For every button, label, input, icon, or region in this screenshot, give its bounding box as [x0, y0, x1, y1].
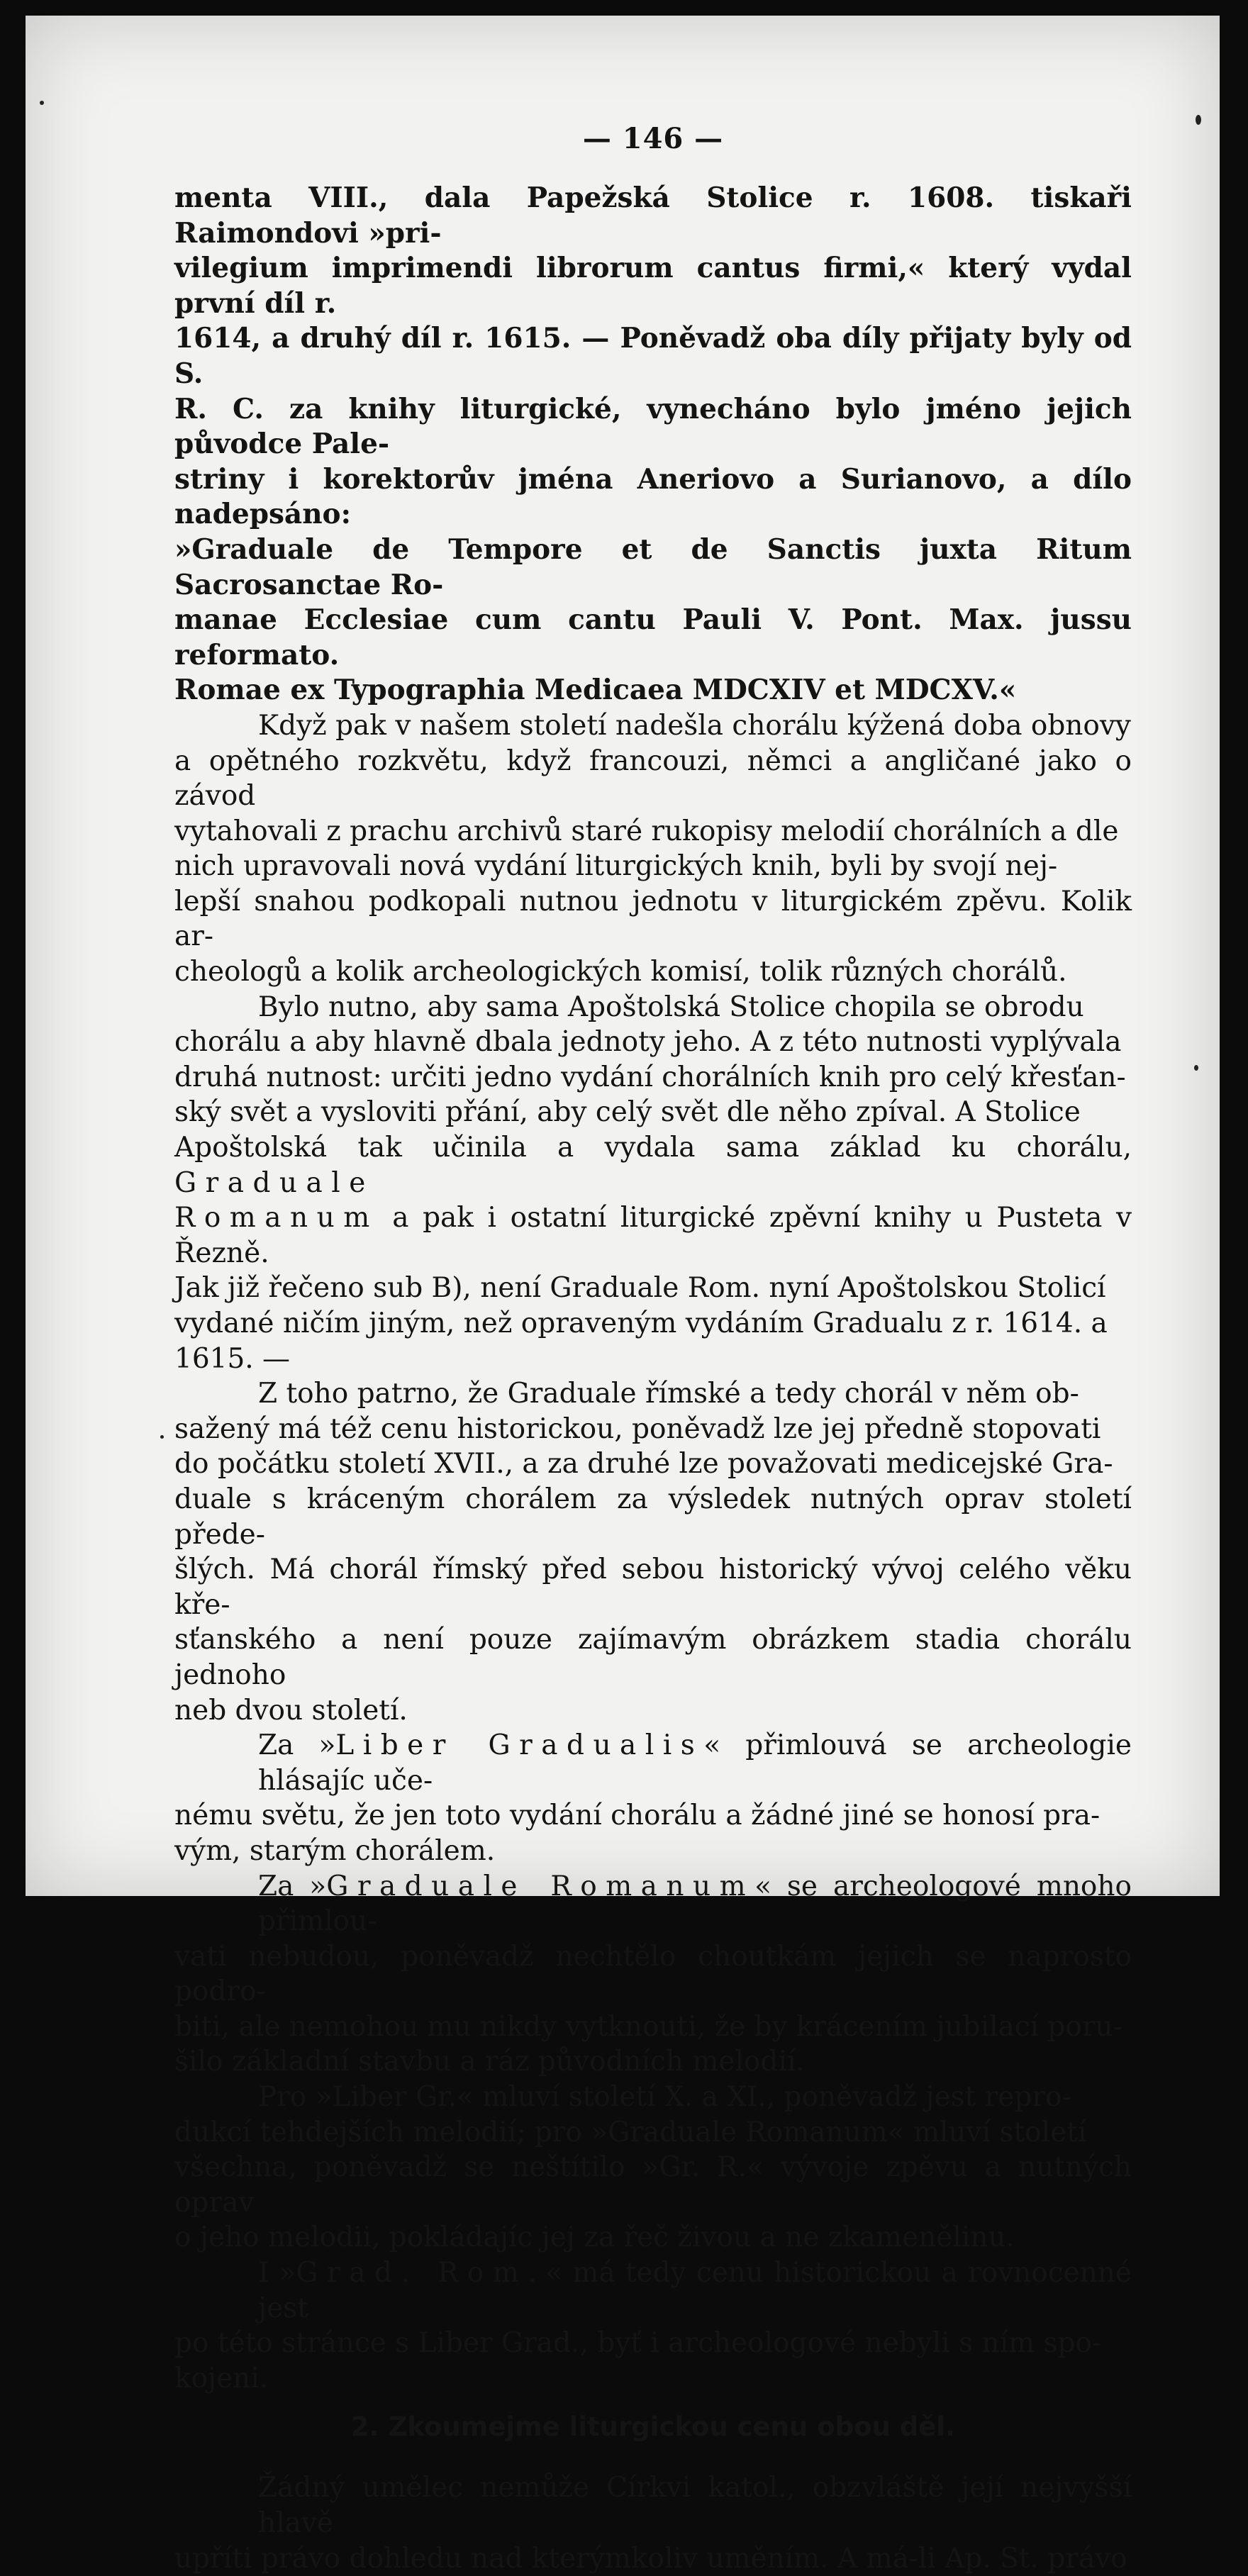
opening-paragraph	[174, 181, 1132, 708]
text-line: Bylo nutno, aby sama Apoštolská Stolice chopila se obrodu	[258, 991, 1084, 1023]
text-line: Když pak v našem století nadešla chorálu kýžená doba obnovy	[258, 709, 1131, 742]
paragraph	[174, 1869, 1132, 2080]
text-line: nému světu, že jen toto vydání chorálu a žádné jiné se honosí pra-	[174, 1800, 1101, 1832]
text-line: kojeni.	[174, 2362, 269, 2394]
text-line: »Graduale de Tempore et de Sanctis juxta Ritum Sacrosanctae Ro-	[174, 533, 1132, 601]
text-line: biti, ale nemohou mu nikdy vytknouti, že by krácením jubilací poru-	[174, 2010, 1122, 2043]
text-run: a pak i ostatní liturgické zpěvní knihy u Pusteta v Řezně.	[174, 1202, 1132, 1269]
text-line: Pro »Liber Gr.« mluví století X. a XI., poněvadž jest repro-	[258, 2081, 1071, 2114]
text-line: šilo základní stavbu a ráz původních melodií.	[174, 2046, 805, 2078]
text-line: Žádný umělec nemůže Církvi katol., obzvláště její nejvyšší hlavě	[258, 2472, 1132, 2539]
text-line: ský svět a vysloviti přání, aby celý svět dle něho zpíval. A Stolice	[174, 1096, 1081, 1129]
text-line: sažený má též cenu historickou, poněvadž lze jej předně stopovati	[174, 1412, 1101, 1445]
ink-speck	[160, 1435, 164, 1439]
ink-speck	[1196, 115, 1201, 125]
text-line: striny i korektorův jména Aneriovo a Surianovo, a dílo nadepsáno:	[174, 462, 1132, 531]
text-run: Za »	[258, 1870, 327, 1902]
text-line: vydané ničím jiným, než opraveným vydáním Gradualu z r. 1614. a	[174, 1307, 1108, 1339]
paragraph	[174, 708, 1132, 990]
page-content	[174, 122, 1132, 2576]
text-line: vilegium imprimendi librorum cantus firmi,« který vydal první díl r.	[174, 252, 1132, 320]
text-line: Romae ex Typographia Medicaea MDCXIV et MDCXV.«	[174, 674, 1017, 707]
text-run: Apoštolská tak učinila a vydala sama základ ku chorálu,	[174, 1132, 1132, 1164]
spaced-title: Liber Gradualis	[335, 1729, 704, 1762]
spaced-title: Graduale Romanum	[326, 1870, 755, 1902]
text-run: « přimlouvá se archeologie hlásajíc uče-	[258, 1729, 1132, 1797]
text-line: vým, starým chorálem.	[174, 1834, 496, 1867]
text-line: 1614, a druhý díl r. 1615. — Poněvadž oba díly přijaty byly od S.	[174, 322, 1132, 390]
text-line: cheologů a kolik archeologických komisí, tolik různých chorálů.	[174, 956, 1067, 988]
text-line: po této stránce s Liber Grad., byť i archeologové nebyli s ním spo-	[174, 2327, 1102, 2360]
text-line	[174, 1728, 1132, 1798]
text-line: chorálu a aby hlavně dbala jednoty jeho. A z této nutnosti vyplývala	[174, 1026, 1122, 1059]
text-line	[174, 1200, 1132, 1271]
spaced-title: Graduale	[174, 1166, 374, 1199]
paragraph	[174, 2080, 1132, 2256]
text-line: sťanského a není pouze zajímavým obrázkem stadia chorálu jednoho	[174, 1624, 1132, 1691]
text-run: « má tedy cenu historickou a rovnocenné jest	[258, 2257, 1132, 2324]
text-run: Za »	[258, 1729, 336, 1762]
text-line: vati nebudou, poněvadž nechtělo choutkám jejich se naprosto podro-	[174, 1940, 1132, 2008]
text-line: do počátku století XVII., a za druhé lze považovati medicejské Gra-	[174, 1448, 1113, 1481]
text-line: všechna, poněvadž se neštítilo »Gr. R.« vývoje zpěvu a nutných oprav	[174, 2151, 1132, 2219]
text-line: neb dvou století.	[174, 1694, 408, 1727]
text-run: I »	[258, 2257, 296, 2290]
text-line: lepší snahou podkopali nutnou jednotu v liturgickém zpěvu. Kolik ar-	[174, 885, 1132, 953]
text-line: upříti právo dohledu nad kterýmkoliv uměním. A má-li Ap. St. právo	[174, 2542, 1127, 2575]
paragraph	[174, 2470, 1132, 2576]
text-line: druhá nutnost: určiti jedno vydání chorálních knih pro celý křesťan-	[174, 1061, 1126, 1093]
text-line: o jeho melodii, pokládajíc jej za řeč živou a ne zkamenělinu.	[174, 2221, 1015, 2254]
paragraph	[174, 2256, 1132, 2396]
text-run: « se archeologové mnoho přimlou-	[258, 1870, 1132, 1938]
text-line: manae Ecclesiae cum cantu Pauli V. Pont. Max. jussu reformato.	[174, 603, 1132, 671]
text-line: vytahovali z prachu archivů staré rukopisy melodií chorálních a dle	[174, 815, 1119, 847]
text-line: šlých. Má chorál římský před sebou historický vývoj celého věku kře-	[174, 1554, 1132, 1621]
text-line: Jak již řečeno sub B), není Graduale Rom. nyní Apoštolskou Stolicí	[174, 1272, 1106, 1305]
text-line: menta VIII., dala Papežská Stolice r. 1608. tiskaři Raimondovi »pri-	[174, 182, 1132, 250]
ink-speck	[40, 101, 44, 105]
text-line	[174, 2256, 1132, 2326]
ink-speck	[1194, 1065, 1198, 1071]
text-line: dukcí tehdejších melodií; pro »Graduale Romanum« mluví století	[174, 2116, 1087, 2148]
paragraph	[174, 990, 1132, 1377]
text-line: duale s kráceným chorálem za výsledek nutných oprav století přede-	[174, 1483, 1132, 1551]
text-line: a opětného rozkvětu, když francouzi, němci a angličané jako o závod	[174, 745, 1132, 813]
spaced-title: Romanum	[174, 1202, 379, 1234]
text-line	[174, 1130, 1132, 1200]
text-line: nich upravovali nová vydání liturgických knih, byli by svojí nej-	[174, 850, 1058, 883]
book-page	[26, 16, 1220, 2575]
text-line: Z toho patrno, že Graduale římské a tedy chorál v něm ob-	[258, 1378, 1079, 1410]
page-number: — 146 —	[582, 122, 724, 155]
text-line: R. C. za knihy liturgické, vynecháno bylo jméno jejich původce Pale-	[174, 392, 1132, 461]
text-line	[174, 1869, 1132, 1939]
paragraph	[174, 1376, 1132, 1728]
section-heading: 2. Zkoumejme liturgickou cenu obou děl.	[350, 2411, 956, 2443]
spaced-title: Grad. Rom.	[296, 2257, 546, 2290]
paragraph	[174, 1728, 1132, 1868]
text-line: 1615. —	[174, 1342, 291, 1375]
